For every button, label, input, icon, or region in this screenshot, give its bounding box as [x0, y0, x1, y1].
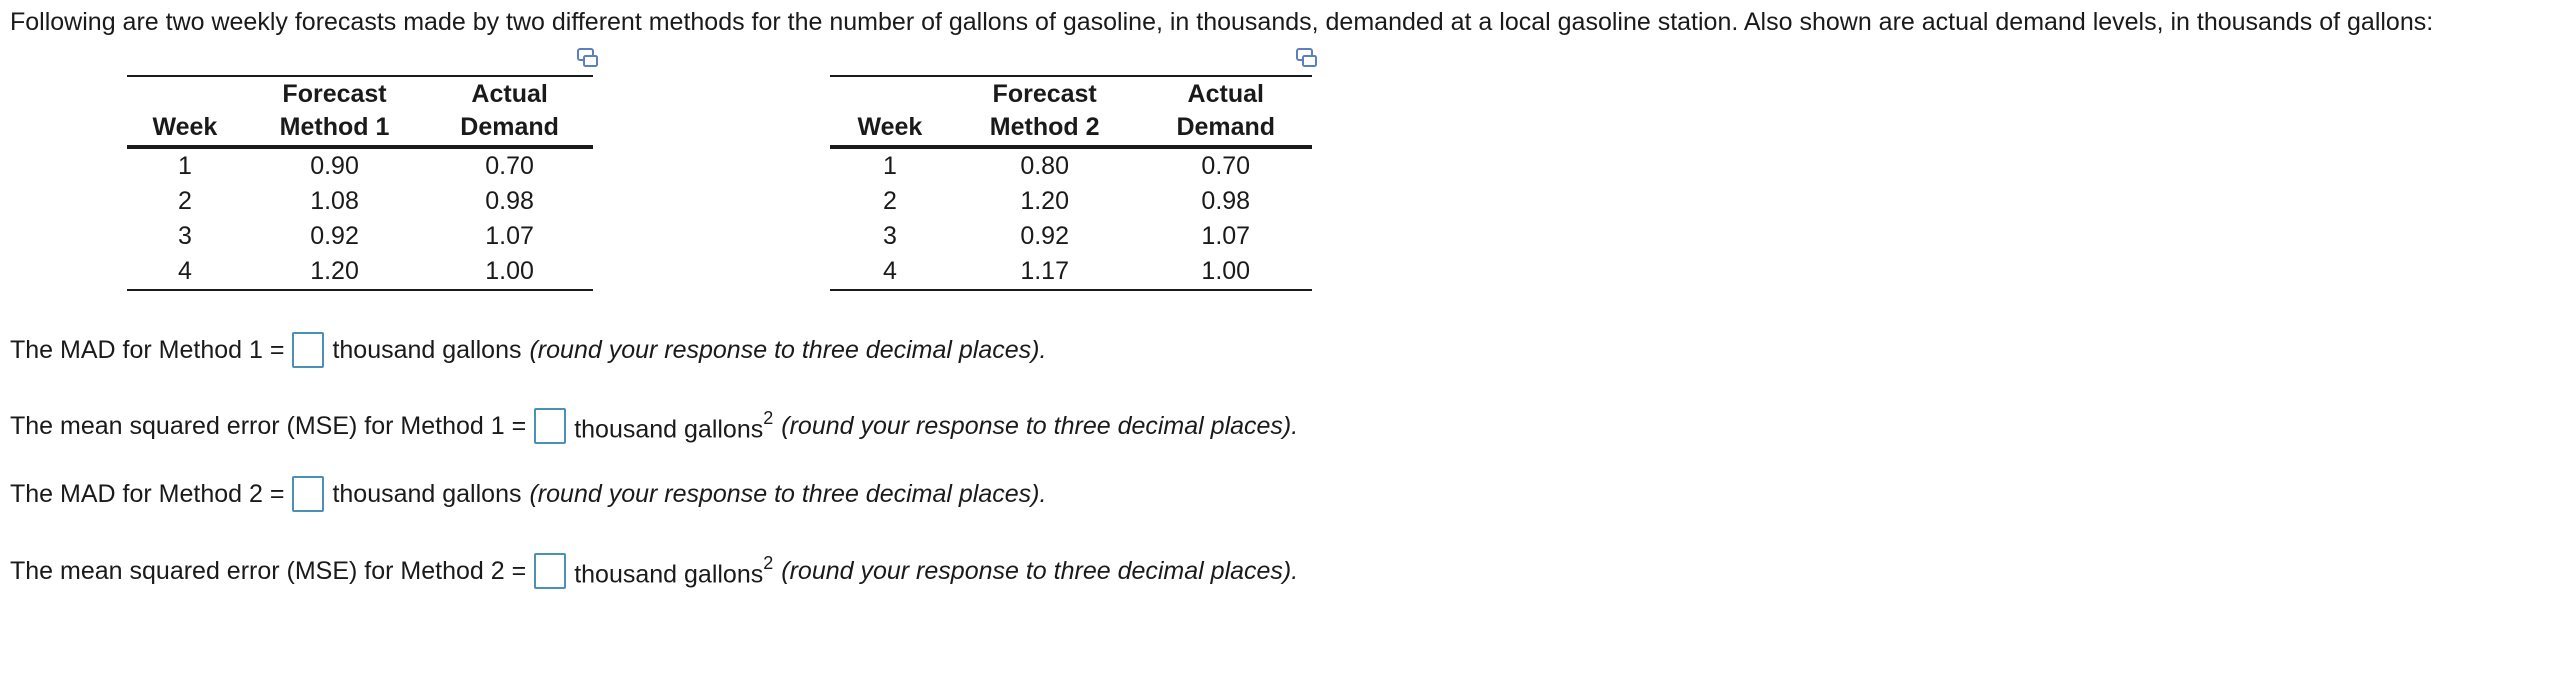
header-actual-line2: Demand [426, 110, 593, 147]
cell-week: 1 [177, 152, 192, 180]
cell-forecast: 1.20 [243, 254, 426, 290]
cell-week: 4 [127, 254, 243, 290]
table-row [127, 254, 593, 290]
problem-intro-text: Following are two weekly forecasts made by two different methods for the number of gallons of gasoline, in thousands, demanded at a local gasoline station. Also shown are actual demand levels, in thousands of gallons: [10, 8, 2434, 36]
cell-forecast: 0.90 [310, 152, 359, 180]
copy-table-icon[interactable] [1296, 48, 1318, 68]
cell-actual: 0.98 [485, 187, 534, 215]
table-row [830, 254, 1312, 290]
table-row [830, 219, 1312, 254]
cell-actual: 0.98 [1201, 187, 1251, 215]
mse-method-1-input[interactable] [534, 408, 566, 444]
table-row [830, 147, 1312, 184]
cell-forecast: 1.17 [950, 254, 1140, 290]
table-row [127, 219, 593, 254]
table-row [127, 184, 593, 219]
unit-exponent: 2 [763, 408, 774, 428]
cell-actual: 1.07 [485, 222, 534, 250]
cell-week: 3 [177, 222, 192, 250]
table-row [830, 184, 1312, 219]
unit-label: thousand gallons$^2$ [574, 553, 774, 589]
unit-exponent: 2 [763, 553, 774, 573]
rounding-hint: (round your response to three decimal places). [529, 480, 1047, 508]
rounding-hint: (round your response to three decimal places). [781, 411, 1299, 440]
cell-forecast: 0.80 [1020, 152, 1069, 180]
header-week: Week [127, 110, 243, 147]
header-forecast-line1: Forecast [950, 76, 1140, 110]
mad-method-1-input[interactable] [292, 332, 324, 368]
question-prefix: The mean squared error (MSE) for Method 2 = [10, 556, 527, 585]
mse-method-2-input[interactable] [534, 553, 566, 589]
header-forecast-line2: Method 1 [243, 110, 426, 147]
cell-week: 4 [830, 254, 950, 290]
question-prefix: The mean squared error (MSE) for Method 1 = [10, 411, 527, 440]
cell-actual: 0.70 [485, 152, 534, 180]
header-forecast-line1: Forecast [243, 76, 426, 110]
question-prefix: The MAD for Method 2 = [10, 480, 285, 508]
cell-week: 1 [882, 152, 897, 180]
cell-actual: 1.00 [426, 254, 593, 290]
cell-week: 3 [882, 222, 897, 250]
header-actual-line1: Actual [1140, 76, 1312, 110]
cell-week: 2 [882, 187, 897, 215]
cell-actual: 1.00 [1140, 254, 1312, 290]
cell-forecast: 0.92 [1020, 222, 1069, 250]
question-mse-method-1 [10, 404, 1298, 447]
rounding-hint: (round your response to three decimal places). [529, 336, 1047, 364]
unit-label: thousand gallons [332, 336, 522, 364]
question-mse-method-2 [10, 549, 1298, 592]
question-mad-method-1 [10, 332, 1046, 368]
table-method-1 [127, 75, 593, 291]
cell-forecast: 1.20 [1020, 187, 1069, 215]
mad-method-2-input[interactable] [292, 476, 324, 512]
cell-forecast: 0.92 [310, 222, 359, 250]
table-method-2 [830, 75, 1312, 291]
header-actual-line1: Actual [426, 76, 593, 110]
header-actual-line2: Demand [1140, 110, 1312, 147]
question-mad-method-2 [10, 476, 1046, 512]
cell-actual: 0.70 [1201, 152, 1251, 180]
unit-label: thousand gallons [332, 480, 522, 508]
unit-label: thousand gallons$^2$ [574, 408, 774, 444]
header-week: Week [830, 110, 950, 147]
header-forecast-line2: Method 2 [950, 110, 1140, 147]
header-week-spacer [830, 76, 950, 110]
question-prefix: The MAD for Method 1 = [10, 336, 285, 364]
copy-table-icon[interactable] [577, 48, 599, 68]
table-row [127, 147, 593, 184]
header-week-spacer [127, 76, 243, 110]
cell-week: 2 [177, 187, 192, 215]
rounding-hint: (round your response to three decimal places). [781, 556, 1299, 585]
cell-forecast: 1.08 [310, 187, 359, 215]
cell-actual: 1.07 [1201, 222, 1251, 250]
